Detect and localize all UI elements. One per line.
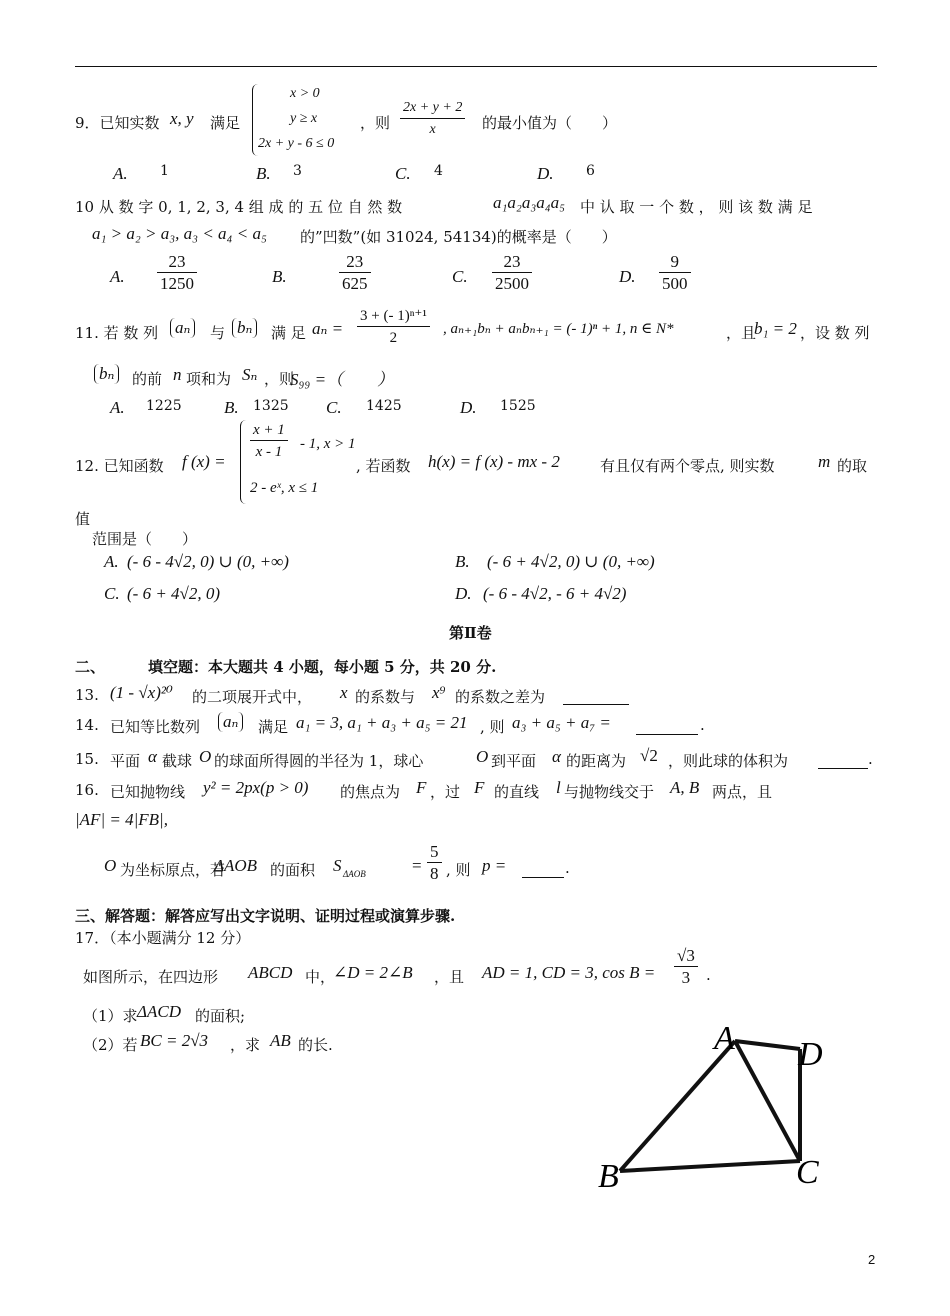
q10-opt-b-label: B. <box>272 267 287 286</box>
q10-opt-c-den: 2500 <box>495 274 529 293</box>
q17-part2-a: （2）若 <box>83 1036 138 1054</box>
q15-answer-blank[interactable] <box>818 752 868 769</box>
q9-lead: 9．已知实数 <box>75 114 160 132</box>
q12-case2: 2 - eˣ, x ≤ 1 <box>250 480 319 496</box>
q9-opt-d-label: D. <box>537 164 554 183</box>
q16-text3: ，过 <box>430 783 461 801</box>
q17-abcd: ABCD <box>248 963 293 982</box>
q13-text3: 的系数之差为 <box>455 688 546 706</box>
q16-line3-tri: ΔAOB <box>214 856 258 875</box>
q11-opt-d-value: 1525 <box>500 398 536 414</box>
q9-tail: 的最小值为（ ） <box>482 114 618 132</box>
q10-opt-d-num: 9 <box>659 252 691 273</box>
q11-an-eq: aₙ = <box>312 319 344 338</box>
q16-frac-den: 8 <box>430 864 439 883</box>
q12-case1-den: x - 1 <box>255 444 283 460</box>
q12-mid2: 有且仅有两个零点, 则实数 <box>600 457 775 475</box>
section-3-heading: 三、解答题：解答应写出文字说明、证明过程或演算步骤. <box>75 907 456 925</box>
q15-text4: 到平面 <box>491 752 537 770</box>
q16-text2: 的焦点为 <box>340 783 401 801</box>
q11-line2-sn: Sₙ <box>242 365 258 384</box>
q17-part2-c: 的长. <box>298 1036 333 1054</box>
q17-part1-a: （1）求 <box>83 1007 138 1025</box>
q10-seq: a₁a₂a₃a₄a₅ <box>493 193 566 212</box>
q10-line1: 10 从 数 字 0, 1, 2, 3, 4 组 成 的 五 位 自 然 数 <box>75 198 403 216</box>
q16-line2: |AF| = 4|FB|, <box>75 810 168 829</box>
section-2-heading-num: 二、 <box>75 658 106 676</box>
q14-text2: 满足 <box>258 718 289 736</box>
q16-text6: 两点，且 <box>712 783 773 801</box>
q13-x: x <box>340 683 348 702</box>
q10-opt-a-num: 23 <box>157 252 197 273</box>
q16-line3-sub: ΔAOB <box>343 869 366 879</box>
q15-alpha: α <box>148 747 157 766</box>
q11-with: 与 <box>210 324 226 342</box>
q10-opt-d-den: 500 <box>662 274 688 293</box>
q15-o: O <box>199 747 212 766</box>
q17-frac-num: √3 <box>674 946 698 967</box>
q17-title: 17．（本小题满分 12 分） <box>75 929 251 947</box>
section-2-heading-text: 填空题：本大题共 4 小题，每小题 5 分，共 20 分. <box>148 658 497 676</box>
q14-period: . <box>700 716 705 734</box>
q11-rel-tail: ，且 <box>726 324 757 342</box>
q9-vars: x, y <box>170 109 194 128</box>
q16-text4: 的直线 <box>494 783 540 801</box>
q17-text2: 中， <box>305 968 336 986</box>
q15-alpha2: α <box>552 747 561 766</box>
q16-period: . <box>565 859 570 877</box>
q15-sqrt2: √2 <box>640 746 658 765</box>
q10-opt-a-den: 1250 <box>160 274 194 293</box>
q11-frac-num: 3 + (- 1)ⁿ⁺¹ <box>357 306 430 327</box>
q12-opt-b-label: B. <box>455 552 470 571</box>
q16-l: l <box>556 778 561 797</box>
q9-opt-a-value: 1 <box>160 163 169 179</box>
q9-opt-a-label: A. <box>113 164 128 183</box>
q12-opt-b-value: (- 6 + 4√2, 0) ∪ (0, +∞) <box>487 552 655 571</box>
q12-line2: 范围是（ ） <box>92 530 198 548</box>
q10-opt-b-frac <box>339 252 371 295</box>
q9-satisfy: 满足 <box>210 114 241 132</box>
quadrilateral-figure <box>590 1015 850 1205</box>
q12-opt-a-label: A. <box>104 552 119 571</box>
q9-opt-c-value: 4 <box>434 163 443 179</box>
q12-case1-num: x + 1 <box>250 420 288 441</box>
q16-F: F <box>416 778 427 797</box>
q16-frac-num: 5 <box>427 842 442 863</box>
q16-parabola: y² = 2px(p > 0) <box>203 778 309 797</box>
q17-part1-tri: ΔACD <box>137 1002 181 1021</box>
q15-text3: 的球面所得圆的半径为 1，球心 <box>214 752 424 770</box>
q16-text1: 已知抛物线 <box>110 783 186 801</box>
q11-fraction <box>357 306 430 349</box>
q16-line3-s: S <box>333 856 342 875</box>
edge-ac <box>735 1041 800 1161</box>
q13-num: 13. <box>75 686 99 704</box>
q9-opt-d-value: 6 <box>586 163 595 179</box>
q16-line3-text2: 的面积 <box>270 861 316 879</box>
q11-frac-den: 2 <box>389 330 398 346</box>
vertex-label-a: A <box>714 1020 735 1057</box>
q11-line2-bn: bₙ <box>94 364 119 384</box>
q9-frac-num: 2x + y + 2 <box>400 98 465 119</box>
q13-answer-blank[interactable] <box>563 688 629 705</box>
q10-opt-a-frac <box>157 252 197 295</box>
q17-text3: ，且 <box>434 968 465 986</box>
q10-opt-d-frac <box>659 252 691 295</box>
q11-line2-text2: 项和为 <box>186 370 232 388</box>
q11-line2-text1: 的前 <box>132 370 163 388</box>
q12-tail: 的取 <box>837 457 868 475</box>
q16-line3-eq: = <box>412 856 422 875</box>
q10-opt-c-num: 23 <box>492 252 532 273</box>
q14-an: aₙ <box>218 712 243 732</box>
q16-AB: A, B <box>670 778 700 797</box>
q12-lead: 12. 已知函数 <box>75 457 164 475</box>
q16-text5: 与抛物线交于 <box>564 783 655 801</box>
q12-brace <box>240 420 249 504</box>
q15-text2: 截球 <box>162 752 193 770</box>
q10-opt-c-label: C. <box>452 267 468 286</box>
q10-opt-c-frac <box>492 252 532 295</box>
q11-tail: ，设 数 列 <box>800 324 870 342</box>
q16-answer-blank[interactable] <box>522 861 564 878</box>
q17-text1: 如图所示，在四边形 <box>83 968 219 986</box>
q11-b1: b₁ = 2 <box>754 319 797 338</box>
q10-line1-tail: 中 认 取 一 个 数 ， 则 该 数 满 足 <box>580 198 813 216</box>
q9-frac-den: x <box>429 122 436 137</box>
q11-opt-d-label: D. <box>460 398 477 417</box>
q17-period: . <box>706 966 711 984</box>
q9-then: ，则 <box>360 114 391 132</box>
q12-opt-c-label: C. <box>104 584 120 603</box>
q9-constraint2: y ≥ x <box>290 111 318 126</box>
page-number: 2 <box>868 1252 876 1267</box>
q11-rel: , aₙ₊₁bₙ + aₙbₙ₊₁ = (- 1)ⁿ + 1, n ∈ N* <box>443 321 674 337</box>
q17-part2-b: ，求 <box>230 1036 261 1054</box>
q16-line3-o: O <box>104 856 117 875</box>
q9-constraint3: 2x + y - 6 ≤ 0 <box>258 136 335 151</box>
q14-text1: 已知等比数列 <box>110 718 201 736</box>
q15-num: 15. <box>75 750 99 768</box>
q9-constraint1: x > 0 <box>290 86 320 101</box>
q14-num: 14. <box>75 716 99 734</box>
edge-ba <box>620 1041 735 1171</box>
q12-fx: f (x) = <box>182 452 226 471</box>
q17-part1-b: 的面积; <box>195 1007 246 1025</box>
q11-line2-s99: S₉₉ =（ ） <box>290 370 395 389</box>
q16-line3-text3: , 则 <box>446 861 471 879</box>
q11-satisfy: 满 足 <box>271 324 306 342</box>
q16-F2: F <box>474 778 485 797</box>
q12-hx: h(x) = f (x) - mx - 2 <box>428 452 560 471</box>
q13-text2: 的系数与 <box>355 688 416 706</box>
q14-text3: , 则 <box>480 718 505 736</box>
q16-p: p = <box>482 856 507 875</box>
q17-fraction <box>674 946 698 989</box>
q13-x9: x⁹ <box>432 683 446 702</box>
q11-line2-text3: ，则 <box>264 370 295 388</box>
q10-line2-math: a₁ > a₂ > a₃, a₃ < a₄ < a₅ <box>92 224 267 243</box>
q11-line2-n: n <box>173 365 182 384</box>
q10-opt-b-den: 625 <box>342 274 368 293</box>
q11-opt-a-value: 1225 <box>146 398 182 414</box>
q16-num: 16. <box>75 781 99 799</box>
q12-case1-tail: - 1, x > 1 <box>300 436 356 452</box>
q12-mid1: , 若函数 <box>356 457 411 475</box>
q17-part2-bc: BC = 2√3 <box>140 1031 209 1050</box>
vertex-label-d: D <box>798 1036 823 1073</box>
q15-text5: 的距离为 <box>566 752 627 770</box>
q14-math1: a₁ = 3, a₁ + a₃ + a₅ = 21 <box>296 713 468 732</box>
q16-line3-text1: 为坐标原点，若 <box>120 861 226 879</box>
q10-opt-d-label: D. <box>619 267 636 286</box>
q12-opt-c-value: (- 6 + 4√2, 0) <box>127 584 221 603</box>
edge-cb <box>620 1161 800 1171</box>
q9-opt-b-value: 3 <box>293 163 302 179</box>
q17-frac-den: 3 <box>681 968 691 987</box>
q15-text1: 平面 <box>110 752 141 770</box>
q10-opt-a-label: A. <box>110 267 125 286</box>
q10-opt-b-num: 23 <box>339 252 371 273</box>
q12-opt-d-label: D. <box>455 584 472 603</box>
vertex-label-b: B <box>598 1158 619 1195</box>
q12-opt-d-value: (- 6 - 4√2, - 6 + 4√2) <box>483 584 627 603</box>
q12-case1-frac <box>250 420 288 463</box>
q9-opt-b-label: B. <box>256 164 271 183</box>
q11-opt-b-value: 1325 <box>253 398 289 414</box>
q11-opt-b-label: B. <box>224 398 239 417</box>
q17-cond: AD = 1, CD = 3, cos B = <box>482 963 656 982</box>
header-rule <box>75 66 877 67</box>
q12-wrap: 值 <box>75 510 91 528</box>
section-2-title: 第Ⅱ卷 <box>449 624 492 642</box>
q11-opt-c-value: 1425 <box>366 398 402 414</box>
q13-expr: (1 - √x)²⁰ <box>110 683 173 702</box>
q17-angle: ∠D = 2∠B <box>333 963 413 982</box>
q11-opt-c-label: C. <box>326 398 342 417</box>
q11-bn: bₙ <box>232 318 257 338</box>
edge-ad <box>735 1041 800 1049</box>
q9-fraction <box>400 98 465 141</box>
q15-period: . <box>868 750 873 768</box>
vertex-label-c: C <box>796 1154 819 1191</box>
q14-math2: a₃ + a₅ + a₇ = <box>512 713 611 732</box>
q10-line2-text: 的”凹数”(如 31024, 54134)的概率是（ ） <box>300 228 617 246</box>
q12-m: m <box>818 452 831 471</box>
q11-lead: 11. 若 数 列 <box>75 324 159 342</box>
q17-part2-ab: AB <box>270 1031 291 1050</box>
q12-opt-a-value: (- 6 - 4√2, 0) ∪ (0, +∞) <box>127 552 289 571</box>
q11-an: aₙ <box>170 318 195 338</box>
q14-answer-blank[interactable] <box>636 718 698 735</box>
q13-text1: 的二项展开式中， <box>192 688 313 706</box>
q15-text6: ，则此球的体积为 <box>668 752 789 770</box>
q11-opt-a-label: A. <box>110 398 125 417</box>
q15-o2: O <box>476 747 489 766</box>
q9-opt-c-label: C. <box>395 164 411 183</box>
q16-fraction <box>427 842 442 885</box>
